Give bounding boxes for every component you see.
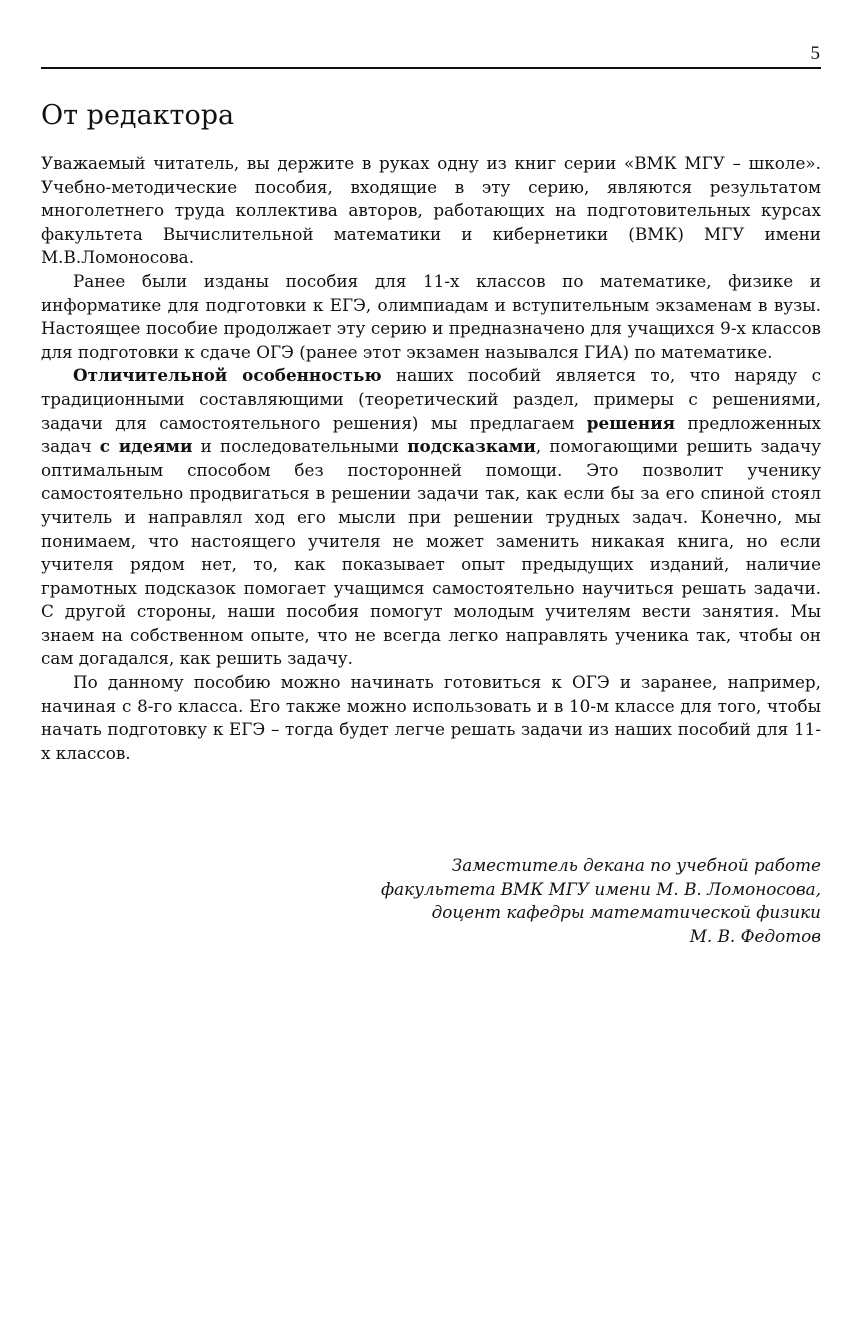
header-rule xyxy=(41,67,821,69)
bold-phrase-ideas: с идеями xyxy=(99,436,193,457)
signature-block xyxy=(381,854,821,948)
signature-position: Заместитель декана по учебной работе xyxy=(451,855,821,875)
text-run: предложенных задач xyxy=(41,412,821,457)
bold-phrase-hints: подсказками xyxy=(407,436,536,457)
signature-name: М. В. Федотов xyxy=(689,925,821,946)
signature-department: доцент кафедры математической физики xyxy=(431,902,821,923)
paragraph-previous-editions: Ранее были изданы пособия для 11-х классов по математике, физике и информатике для подготовки к ЕГЭ, олимпиадам и вступительным экзаменам в вузы. Настоящее пособие продолжает эту серию и предназначено для учащихся 9-х классов для подготовки к сдаче ОГЭ (ранее этот экзамен назывался ГИА) по математике. xyxy=(41,270,821,362)
page-title: От редактора xyxy=(41,100,235,131)
text-run: и последовательными xyxy=(192,436,408,457)
signature-faculty: факультета ВМК МГУ имени М. В. Ломоносова, xyxy=(381,878,821,899)
body-text xyxy=(41,152,821,765)
paragraph-intro: Уважаемый читатель, вы держите в руках одну из книг серии «ВМК МГУ – школе». Учебно-методические пособия, входящие в эту серию, являются результатом многолетнего труда коллектива авторов, работающих на подготовительных курсах факультета Вычислительной математики и кибернетики (ВМК) МГУ имени М.В.Ломоносова. xyxy=(41,153,821,268)
text-run: наших пособий является то, что наряду с традиционными составляющими (теоретический раздел, примеры с решениями, задачи для самостоятельного решения) мы предлагаем xyxy=(41,365,821,433)
bold-phrase-solutions: решения xyxy=(586,412,676,433)
paragraph-usage: По данному пособию можно начинать готовиться к ОГЭ и заранее, например, начиная с 8-го класса. Его также можно использовать и в 10-м классе для того, чтобы начать подготовку к ЕГЭ – тогда будет легче решать задачи из наших пособий для 11-х классов. xyxy=(41,672,821,763)
page-number: 5 xyxy=(810,43,820,64)
text-run: , помогающими решить задачу оптимальным способом без посторонней помощи. Это позволит ученику самостоятельно продвигаться в решении задачи так, как если бы за его спиной стоял учитель и направлял ход его мысли при решении трудных задач. Конечно, мы понимаем, что настоящего учителя не может заменить никакая книга, но если учителя рядом нет, то, как показывает опыт предыдущих изданий, наличие грамотных подсказок помогает учащимся самостоятельно научиться решать задачи. С другой стороны, наши пособия помогут молодым учителям вести занятия. Мы знаем на собственном опыте, что не всегда легко направлять ученика так, чтобы он сам догадался, как решить задачу. xyxy=(41,436,821,669)
paragraph-distinctive-feature xyxy=(41,364,821,671)
bold-phrase-feature: Отличительной особенностью xyxy=(73,365,382,386)
